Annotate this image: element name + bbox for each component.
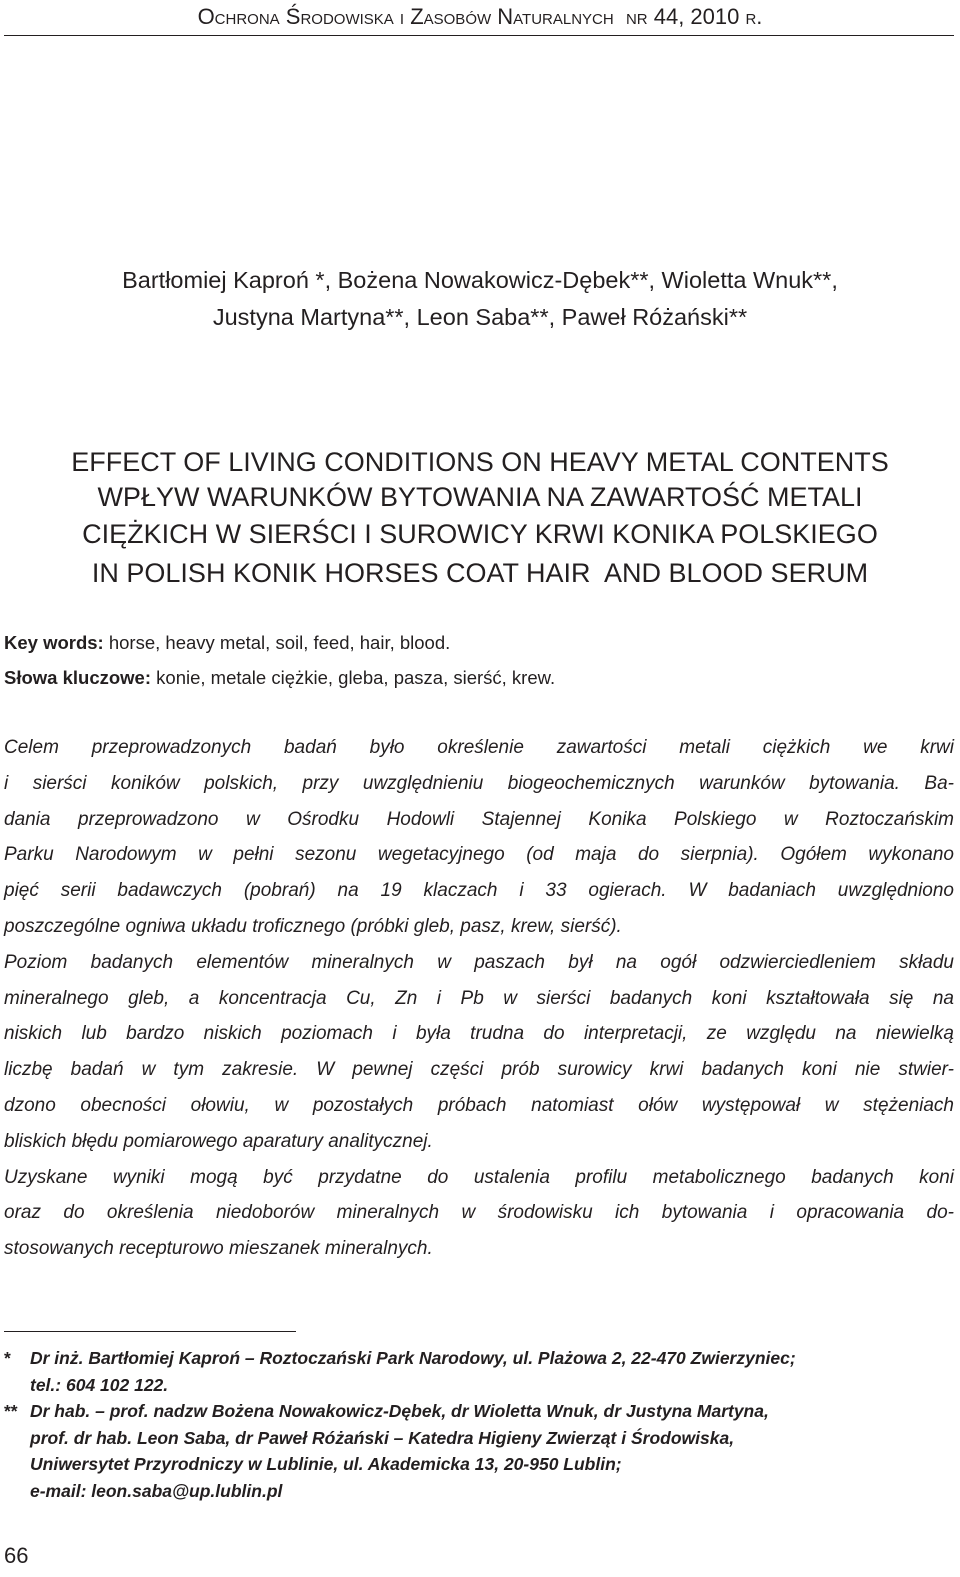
- footnote-line: prof. dr hab. Leon Saba, dr Paweł Różański – Katedra Higieny Zwierząt i Środowiska,: [30, 1427, 735, 1448]
- footnote-line: Uniwersytet Przyrodniczy w Lublinie, ul. Akademicka 13, 20-950 Lublin;: [30, 1454, 622, 1474]
- abstract: [4, 730, 954, 1267]
- running-header: [0, 2, 960, 32]
- keywords-text: horse, heavy metal, soil, feed, hair, blood.: [103, 632, 451, 653]
- journal-issue: nr 44, 2010 r.: [625, 4, 763, 29]
- abstract-line: oraz do określenia niedoborów mineralnych w środowisku ich bytowania i opracowania do-: [4, 1202, 954, 1224]
- footnote-line: tel.: 604 102 122.: [30, 1374, 169, 1395]
- abstract-line: Poziom badanych elementów mineralnych w paszach był na ogół odzwierciedleniem składu: [4, 951, 954, 973]
- abstract-line: mineralnego gleb, a koncentracja Cu, Zn i Pb w sierści badanych koni kształtowała się na: [4, 987, 954, 1009]
- abstract-line: poszczególne ogniwa układu troficznego (próbki gleb, pasz, krew, sierść).: [4, 915, 622, 937]
- author-line: Justyna Martyna**, Leon Saba**, Paweł Różański**: [212, 304, 748, 330]
- author-list: [0, 262, 960, 336]
- abstract-paragraph: [4, 945, 954, 1160]
- title-line: CIĘŻKICH W SIERŚCI I SUROWICY KRWI KONIKA POLSKIEGO: [82, 519, 878, 549]
- footnote-mark: *: [4, 1348, 11, 1368]
- title-line: IN POLISH KONIK HORSES COAT HAIR AND BLOOD SERUM: [91, 558, 869, 588]
- abstract-line: stosowanych recepturowo mieszanek mineralnych.: [4, 1238, 433, 1260]
- abstract-line: liczbę badań w tym zakresie. W pewnej części prób surowicy krwi badanych koni nie stwier-: [4, 1059, 954, 1081]
- title-line: EFFECT OF LIVING CONDITIONS ON HEAVY METAL CONTENTS: [71, 447, 889, 477]
- author-line: Bartłomiej Kaproń *, Bożena Nowakowicz-Dębek**, Wioletta Wnuk**,: [122, 267, 838, 293]
- abstract-paragraph: [4, 1160, 954, 1267]
- footnote-line: Dr hab. – prof. nadzw Bożena Nowakowicz-Dębek, dr Wioletta Wnuk, dr Justyna Martyna,: [30, 1401, 769, 1421]
- keywords-english: [4, 625, 954, 660]
- footnotes: [4, 1345, 954, 1504]
- abstract-line: Celem przeprowadzonych badań było określenie zawartości metali ciężkich we krwi: [4, 737, 954, 758]
- abstract-line: Parku Narodowym w pełni sezonu wegetacyjnego (od maja do sierpnia). Ogółem wykonano: [4, 844, 954, 866]
- abstract-line: dzono obecności ołowiu, w pozostałych próbach natomiast ołów występował w stężeniach: [4, 1094, 954, 1116]
- footnote-2: [4, 1398, 954, 1504]
- keywords-text: konie, metale ciężkie, gleba, pasza, sierść, krew.: [151, 667, 556, 688]
- footnote-line: Dr inż. Bartłomiej Kaproń – Roztoczański Park Narodowy, ul. Plażowa 2, 22-470 Zwierzyniec;: [30, 1348, 796, 1368]
- keywords-polish: [4, 660, 954, 695]
- header-rule: [4, 35, 954, 36]
- keywords-block: [4, 625, 954, 695]
- page-number: 66: [4, 1543, 29, 1568]
- abstract-line: niskich lub bardzo niskich poziomach i była trudna do interpretacji, ze względu na niewielką: [4, 1023, 954, 1045]
- keywords-label: Key words:: [4, 632, 104, 653]
- abstract-line: Uzyskane wyniki mogą być przydatne do ustalenia profilu metabolicznego badanych koni: [4, 1166, 954, 1188]
- title-line: WPŁYW WARUNKÓW BYTOWANIA NA ZAWARTOŚĆ METALI: [97, 482, 863, 512]
- abstract-line: i sierści koników polskich, przy uwzględnieniu biogeochemicznych warunków bytowania. Ba-: [4, 772, 954, 794]
- journal-name: Ochrona Środowiska i Zasobów Naturalnych: [197, 4, 614, 29]
- footnote-rule: [4, 1331, 296, 1332]
- abstract-line: dania przeprowadzono w Ośrodku Hodowli Stajennej Konika Polskiego w Roztoczańskim: [4, 808, 954, 830]
- abstract-paragraph: [4, 730, 954, 945]
- footnote-line: e-mail: leon.saba@up.lublin.pl: [30, 1480, 283, 1501]
- abstract-line: bliskich błędu pomiarowego aparatury analitycznej.: [4, 1130, 433, 1152]
- footnote-1: [4, 1345, 954, 1398]
- title-polish: [0, 479, 960, 553]
- abstract-line: pięć serii badawczych (pobrań) na 19 klaczach i 33 ogierach. W badaniach uwzględniono: [4, 880, 954, 902]
- footnote-mark: **: [4, 1401, 18, 1421]
- keywords-label: Słowa kluczowe:: [4, 667, 152, 688]
